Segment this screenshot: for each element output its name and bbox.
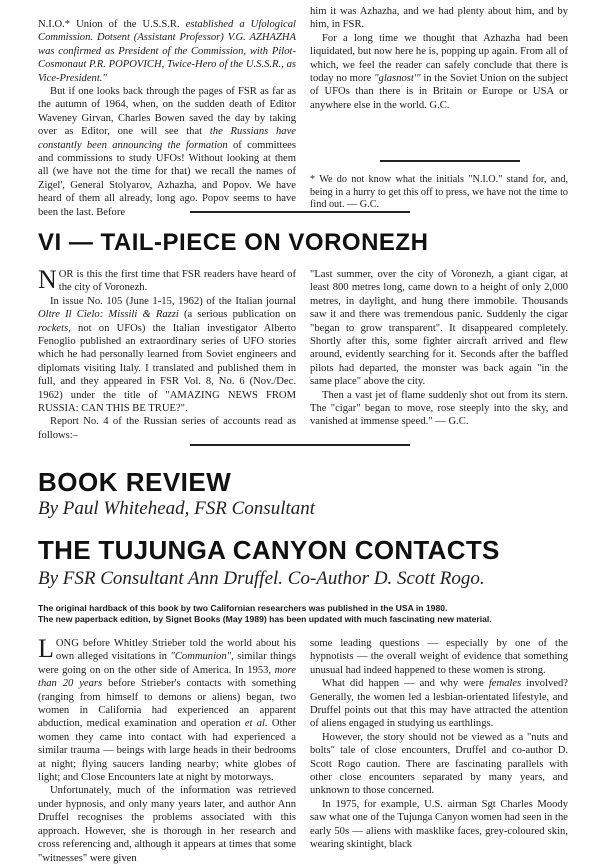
small-caps-text: OR bbox=[58, 269, 74, 280]
paragraph: Report No. 4 of the Russian series of accounts read as follows:– bbox=[38, 416, 296, 441]
paragraph: In 1975, for example, U.S. airman Sgt Charles Moody saw what one of the Tujunga Canyon women had seen in the early 50s — aliens with masklike faces, grey-coloured skin, wearing skintight, black bbox=[310, 798, 568, 851]
drop-cap: L bbox=[38, 634, 54, 663]
book-title: THE TUJUNGA CANYON CONTACTS bbox=[38, 535, 500, 565]
italic-text: et al. bbox=[244, 718, 268, 730]
text: Other women they came into contact with had experienced a similar trauma — beings with large heads in their bedrooms at night; flying saucers landing nearby; white globes of light; and Close Encounters late at night by motorways. bbox=[38, 718, 296, 784]
text: What did happen — and why were bbox=[322, 678, 489, 690]
text: (a serious publication on bbox=[178, 309, 297, 321]
paragraph: Unfortunately, much of the information was retrieved under hypnosis, and only many years later, and author Ann Druffel recognises the problems associated with this approach. However, she is thorough in her research and cross referencing and, although it appears at times that some "witnesses" were given bbox=[38, 785, 296, 864]
review-byline: By Paul Whitehead, FSR Consultant bbox=[38, 498, 316, 519]
italic-text: females bbox=[488, 678, 522, 690]
paragraph bbox=[38, 634, 297, 784]
italic-text: "glasnost'" bbox=[374, 73, 421, 85]
review-left-column bbox=[38, 634, 297, 865]
text: involved? Generally, the women led a lesbian-orientated lifestyle, and Druffel points out that this may have attracted the attention of aliens engaged in studying us earthlings. bbox=[310, 678, 568, 730]
review-right-column bbox=[310, 637, 568, 852]
paragraph bbox=[310, 677, 568, 731]
intro-blurb bbox=[38, 603, 568, 626]
italic-text: rockets, bbox=[38, 322, 71, 334]
text: For a long time we thought that Azhazha had been liquidated, but now here he is, popping up again. From all of which, we feel the reader can safely conclude that there is today no more bbox=[310, 32, 568, 85]
text: But if one looks back through the pages of FSR as far as the autumn of 1964, when, on the sudden death of Editor Waveney Girvan, Charles Bowen saved the day by taking over as Editor, one will see that bbox=[38, 86, 296, 138]
drop-cap: N bbox=[38, 265, 57, 294]
section6-left-column bbox=[38, 265, 297, 442]
text: of committees and commissions to study UFOs! Without looking at them all (we have not the time for that) we recall the names of Zigel', General Stolyarov, Azhazha, and Popov. We have heard of them all already, long ago. Popov seems to have been the last. Before bbox=[38, 139, 296, 218]
section-heading: VI — TAIL-PIECE ON VORONEZH bbox=[38, 229, 429, 256]
paragraph bbox=[38, 18, 296, 85]
italic-text: the Russians have constantly been announcing the formation bbox=[38, 126, 296, 151]
paragraph: him it was Azhazha, and we had plenty about him, and by him, in FSR. bbox=[310, 6, 568, 31]
top-right-column bbox=[310, 5, 568, 112]
paragraph bbox=[38, 295, 296, 416]
text: before Whitley Strieber told the world about his own alleged visitations in bbox=[55, 638, 296, 663]
text: is this the first time that FSR readers have heard of the city of Voronezh. bbox=[58, 269, 296, 294]
text: similar things were going on on the other side of America. In 1953, bbox=[38, 651, 296, 676]
paragraph: "Last summer, over the city of Voronezh, a giant cigar, at least 800 metres long, came down to a height of only 2,000 metres, in daylight, and hung there immobile. Thousands saw it and there was tremendous panic. Suddenly the cigar "began to grow transparent". It disappeared completely. Shortly after this, some fighter aircraft arrived and flew around, evidently searching for it. Seconds after the baffled pilots had departed, the monster was back again "in the same place" above the city. bbox=[310, 269, 568, 388]
top-left-column bbox=[38, 18, 296, 219]
review-heading: BOOK REVIEW bbox=[38, 467, 232, 497]
paragraph: Then a vast jet of flame suddenly shot out from its stern. The "cigar" began to move, rose steeply into the sky, and vanished at immense speed." — G.C. bbox=[310, 389, 568, 428]
small-caps-text: ONG bbox=[55, 638, 79, 649]
italic-text: established a Ufological Commission. Dotsent (Assistant Professor) V.G. AZHAZHA was confirmed as President of the Commission, with Pilot-Cosmonaut P.R. POPOVICH, Twice-Hero of the U.S.S.R., as Vice-President." bbox=[38, 19, 296, 84]
text: in the Soviet Union on the subject of UFOs than there is in Britain or Europe or USA or anywhere else in the world. G.C. bbox=[310, 73, 569, 111]
footnote-divider bbox=[380, 160, 520, 162]
section-divider bbox=[190, 444, 410, 446]
text: before Strieber's contacts with something (ranging from himself to demons or aliens) began, two women in California had experienced an apparent abduction, medical examination and operation bbox=[38, 678, 297, 730]
text: N.I.O.* Union of the U.S.S.R. bbox=[38, 19, 186, 30]
text: In issue No. 105 (June 1-15, 1962) of the Italian journal bbox=[50, 295, 296, 307]
italic-text: "Communion", bbox=[170, 651, 234, 663]
section-divider bbox=[190, 211, 410, 213]
book-byline: By FSR Consultant Ann Druffel. Co-Author D. Scott Rogo. bbox=[38, 568, 485, 589]
paragraph bbox=[38, 265, 296, 295]
paragraph: some leading questions — especially by one of the hypnotists — the overall weight of evidence that something unusual had indeed happened to these women is strong. bbox=[310, 638, 568, 676]
footnote-text: * We do not know what the initials "N.I.O." stand for, and, being in a hurry to get this off to press, we have not the time to find out. — G.C. bbox=[310, 174, 568, 211]
section6-right-column bbox=[310, 268, 568, 429]
paragraph: However, the story should not be viewed as a "nuts and bolts" tale of close encounters, Druffel and co-author D. Scott Rogo caution. There are fascinating parallels with other close encounters separated by many years, and unknown to those concerned. bbox=[310, 731, 568, 797]
intro-line: The original hardback of this book by two Californian researchers was published in the USA in 1980. bbox=[38, 603, 448, 613]
footnote bbox=[310, 174, 568, 212]
paragraph bbox=[310, 32, 568, 112]
italic-text: more than 20 years bbox=[38, 664, 296, 690]
paragraph bbox=[38, 85, 296, 219]
intro-line: The new paperback edition, by Signet Books (May 1989) has been updated with much fascinating new material. bbox=[38, 614, 492, 625]
italic-text: Oltre Il Cielo: Missili & Razzi bbox=[38, 309, 179, 321]
text: not on UFOs) the Italian investigator Alberto Fenoglio published an extraordinary series of UFO stories which he had personally learned from Soviet engineers and diplomats visiting Italy. I translated and published them in full, and they appeared in FSR Vol. 8, No. 6 (Nov./Dec. 1962) under the title of "AMAZING NEWS FROM RUSSIA: CAN THIS BE TRUE?". bbox=[38, 322, 296, 415]
